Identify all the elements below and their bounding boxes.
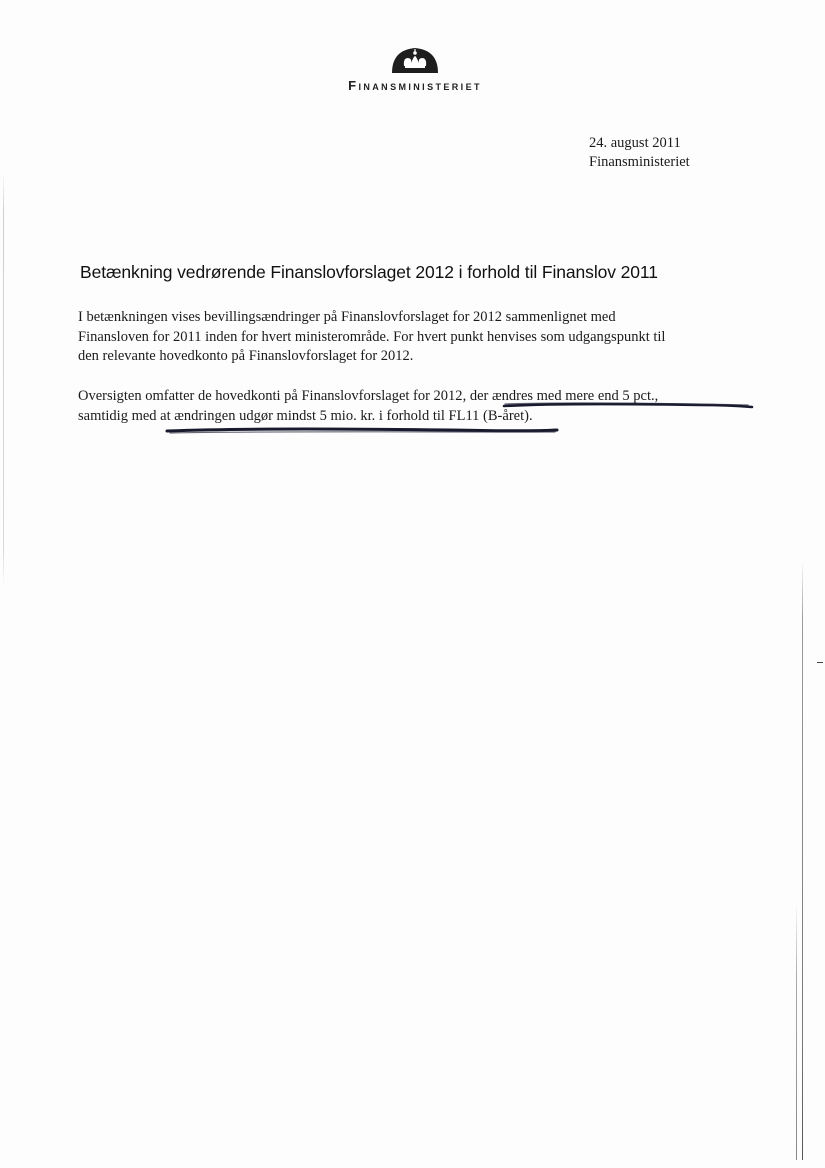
- document-meta: [589, 134, 690, 172]
- pen-underline: [167, 429, 557, 431]
- scope-text: Oversigten omfatter de hovedkonti på Finanslovforslaget for 2012: [78, 388, 463, 404]
- paragraph-line: I betænkningen vises bevillingsændringer på Finanslovforslaget for 2012 sammenlignet med: [78, 309, 616, 325]
- underlined-text: at ændringen udgør mindst 5 mio. kr. i forhold til FL11 (B-året): [160, 407, 529, 424]
- paragraph-line: [78, 407, 758, 427]
- scope-text: samtidig med: [78, 407, 161, 424]
- ministry-logo: [330, 44, 500, 93]
- paragraph-intro: [78, 308, 758, 367]
- scan-edge-right: [802, 560, 803, 1160]
- document-date: 24. august 2011: [589, 135, 681, 151]
- paragraph-scope: [78, 387, 758, 426]
- logo-wordmark: Finansministeriet: [348, 78, 482, 93]
- scope-text: .: [528, 407, 533, 424]
- scan-edge-left: [3, 170, 4, 590]
- crown-emblem-icon: [390, 44, 440, 74]
- paragraph-line: den relevante hovedkonto på Finanslovforslaget for 2012.: [78, 348, 414, 364]
- document-title: Betænkning vedrørende Finanslovforslaget 2012 i forhold til Finanslov 2011: [80, 262, 658, 282]
- scan-edge-right-inner: [796, 900, 797, 1160]
- scan-edge-tick: [817, 662, 823, 663]
- document-sender: Finansministeriet: [589, 154, 690, 170]
- underlined-text: , der ændres med mere end 5 pct.,: [462, 388, 659, 404]
- pen-underline: [170, 432, 555, 433]
- paragraph-line: Finansloven for 2011 inden for hvert ministerområde. For hvert punkt henvises som udgangspunkt til: [78, 328, 666, 345]
- paragraph-line: [78, 387, 758, 407]
